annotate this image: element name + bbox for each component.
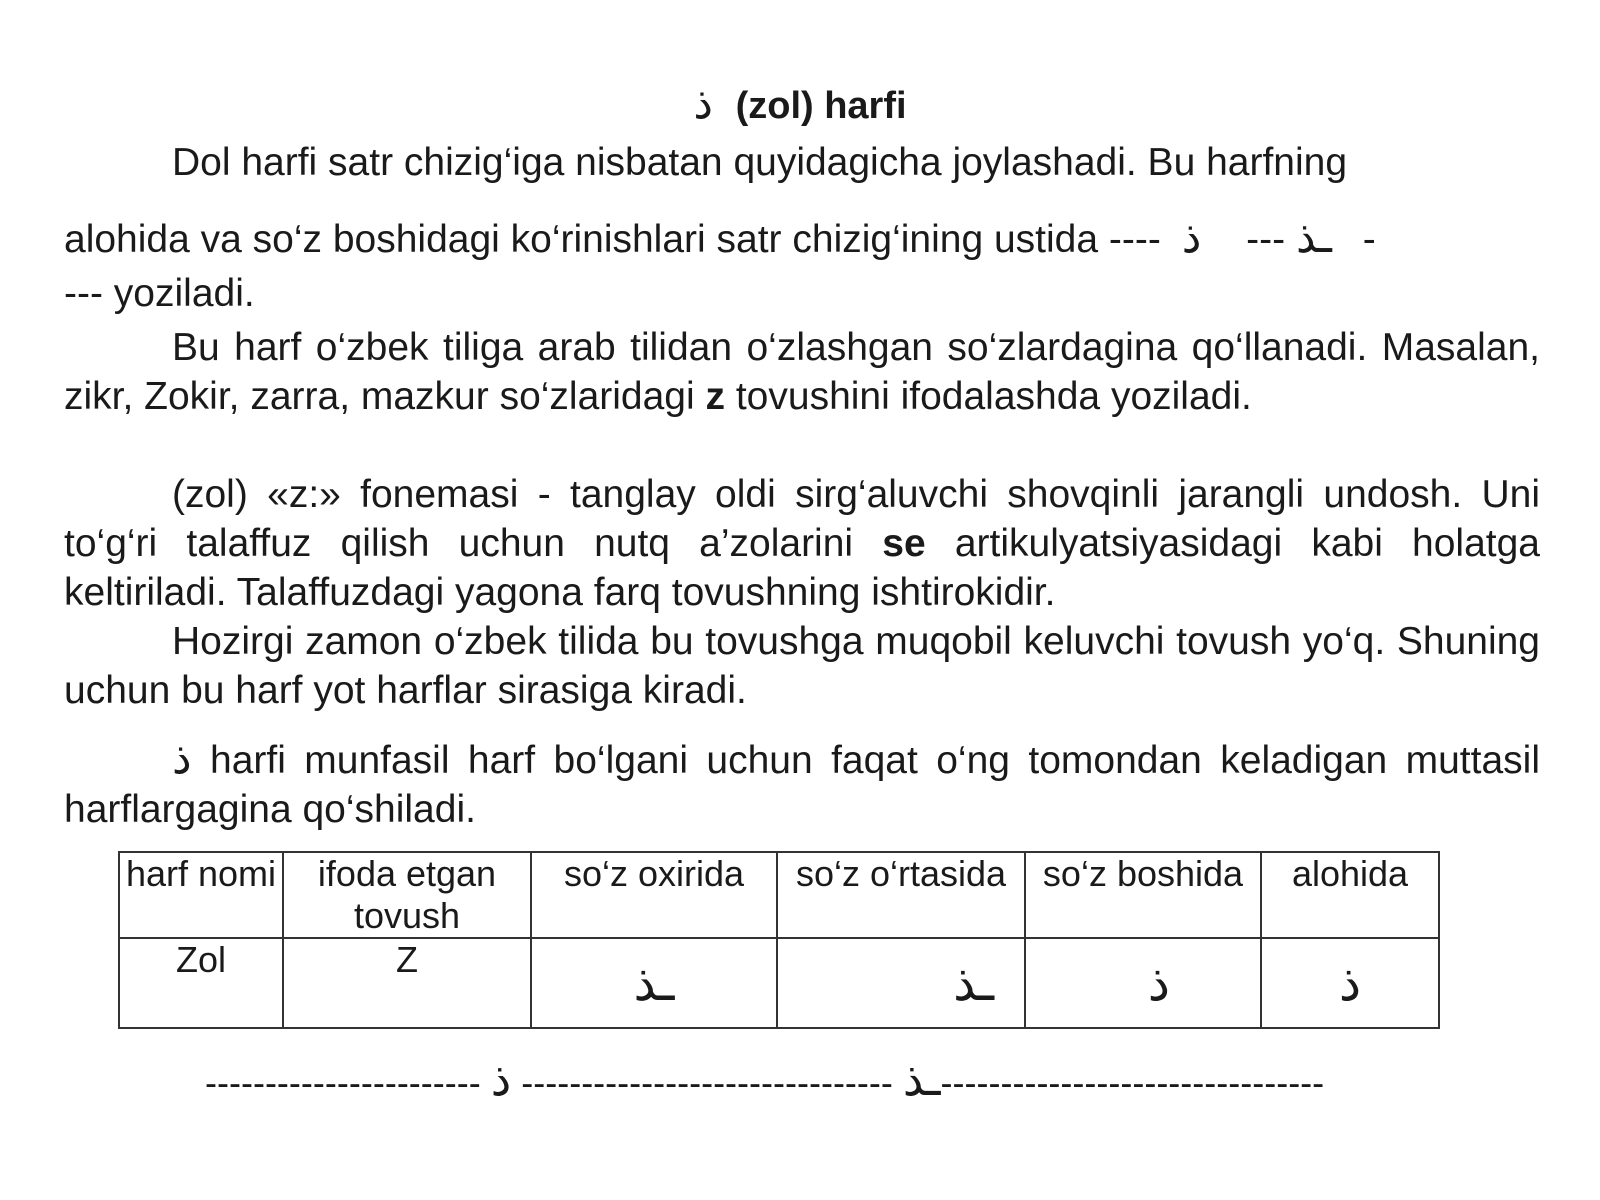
header-word-initial: so‘z boshida: [1025, 852, 1261, 938]
cell-isolated-form: ذ: [1261, 938, 1439, 1028]
cell-letter-name: Zol: [119, 938, 283, 1028]
paragraph-5-glyph: ذ: [172, 733, 192, 784]
paragraph-4: Hozirgi zamon o‘zbek tilida bu tovushga muqobil keluvchi tovush yo‘q. Shuning uchun bu harf yot harflar sirasiga kiradi.: [64, 620, 1540, 712]
title-text: (zol) harfi: [735, 85, 907, 127]
practice-line: [205, 1052, 1425, 1106]
cell-sound: Z: [283, 938, 531, 1028]
practice-dashes-2: -------------------------------: [521, 1062, 893, 1103]
paragraph-5: ذ harfi munfasil harf bo‘lgani uchun faqat o‘ng tomondan keladigan muttasil harflargagina qo‘shiladi.: [64, 733, 1540, 831]
table-header-row: [119, 852, 1439, 938]
practice-dashes-1: -----------------------: [205, 1062, 481, 1103]
isolated-form-glyph: ذ: [1181, 212, 1202, 263]
practice-glyph-connected: ـذ: [902, 1052, 941, 1106]
practice-dashes-3: --------------------------------: [940, 1062, 1325, 1103]
paragraph-2: Bu harf o‘zbek tiliga arab tilidan o‘zlashgan so‘zlardagina qo‘llanadi. Masalan, zikr, Zokir, zarra, mazkur so‘zlaridagi z tovushini ifodalashda yoziladi.: [64, 326, 1540, 418]
bold-letters-se: se: [882, 522, 926, 565]
header-letter-name: harf nomi: [119, 852, 283, 938]
bold-letter-z: z: [705, 375, 726, 418]
title-letter: ذ: [693, 78, 714, 129]
page-title: [0, 78, 1600, 129]
header-sound: ifoda etgan tovush: [283, 852, 531, 938]
paragraph-1-line-2: alohida va so‘z boshidagi ko‘rinishlari satr chizig‘ining ustida ---- ـذ --- ذ -: [64, 212, 1376, 263]
header-word-final: so‘z oxirida: [531, 852, 777, 938]
paragraph-1-line-1: Dol harfi satr chizig‘iga nisbatan quyidagicha joylashadi. Bu harfning: [172, 141, 1348, 184]
dash-end: -: [1362, 218, 1376, 261]
cell-medial-form: ـذ: [777, 938, 1025, 1028]
paragraph-3: (zol) «z:» fonemasi - tanglay oldi sirg‘aluvchi shovqinli jarangli undosh. Uni to‘g‘ri talaffuz qilish uchun nutq a’zolarini se artikulyatsiyasidagi kabi holatga keltiriladi. Talaffuzdagi yagona farq tovushning ishtirokidir.: [64, 473, 1540, 614]
paragraph-1-line-3: --- yoziladi.: [64, 272, 255, 315]
dash-mid: ---: [1246, 218, 1286, 261]
letter-forms-table: [118, 851, 1440, 1029]
cell-initial-form: ذ: [1025, 938, 1261, 1028]
header-word-medial: so‘z o‘rtasida: [777, 852, 1025, 938]
header-isolated: alohida: [1261, 852, 1439, 938]
table-row: [119, 938, 1439, 1028]
connected-form-glyph: ـذ: [1295, 212, 1332, 263]
practice-glyph-isolated: ذ: [490, 1052, 512, 1106]
cell-final-form: ـذ: [531, 938, 777, 1028]
